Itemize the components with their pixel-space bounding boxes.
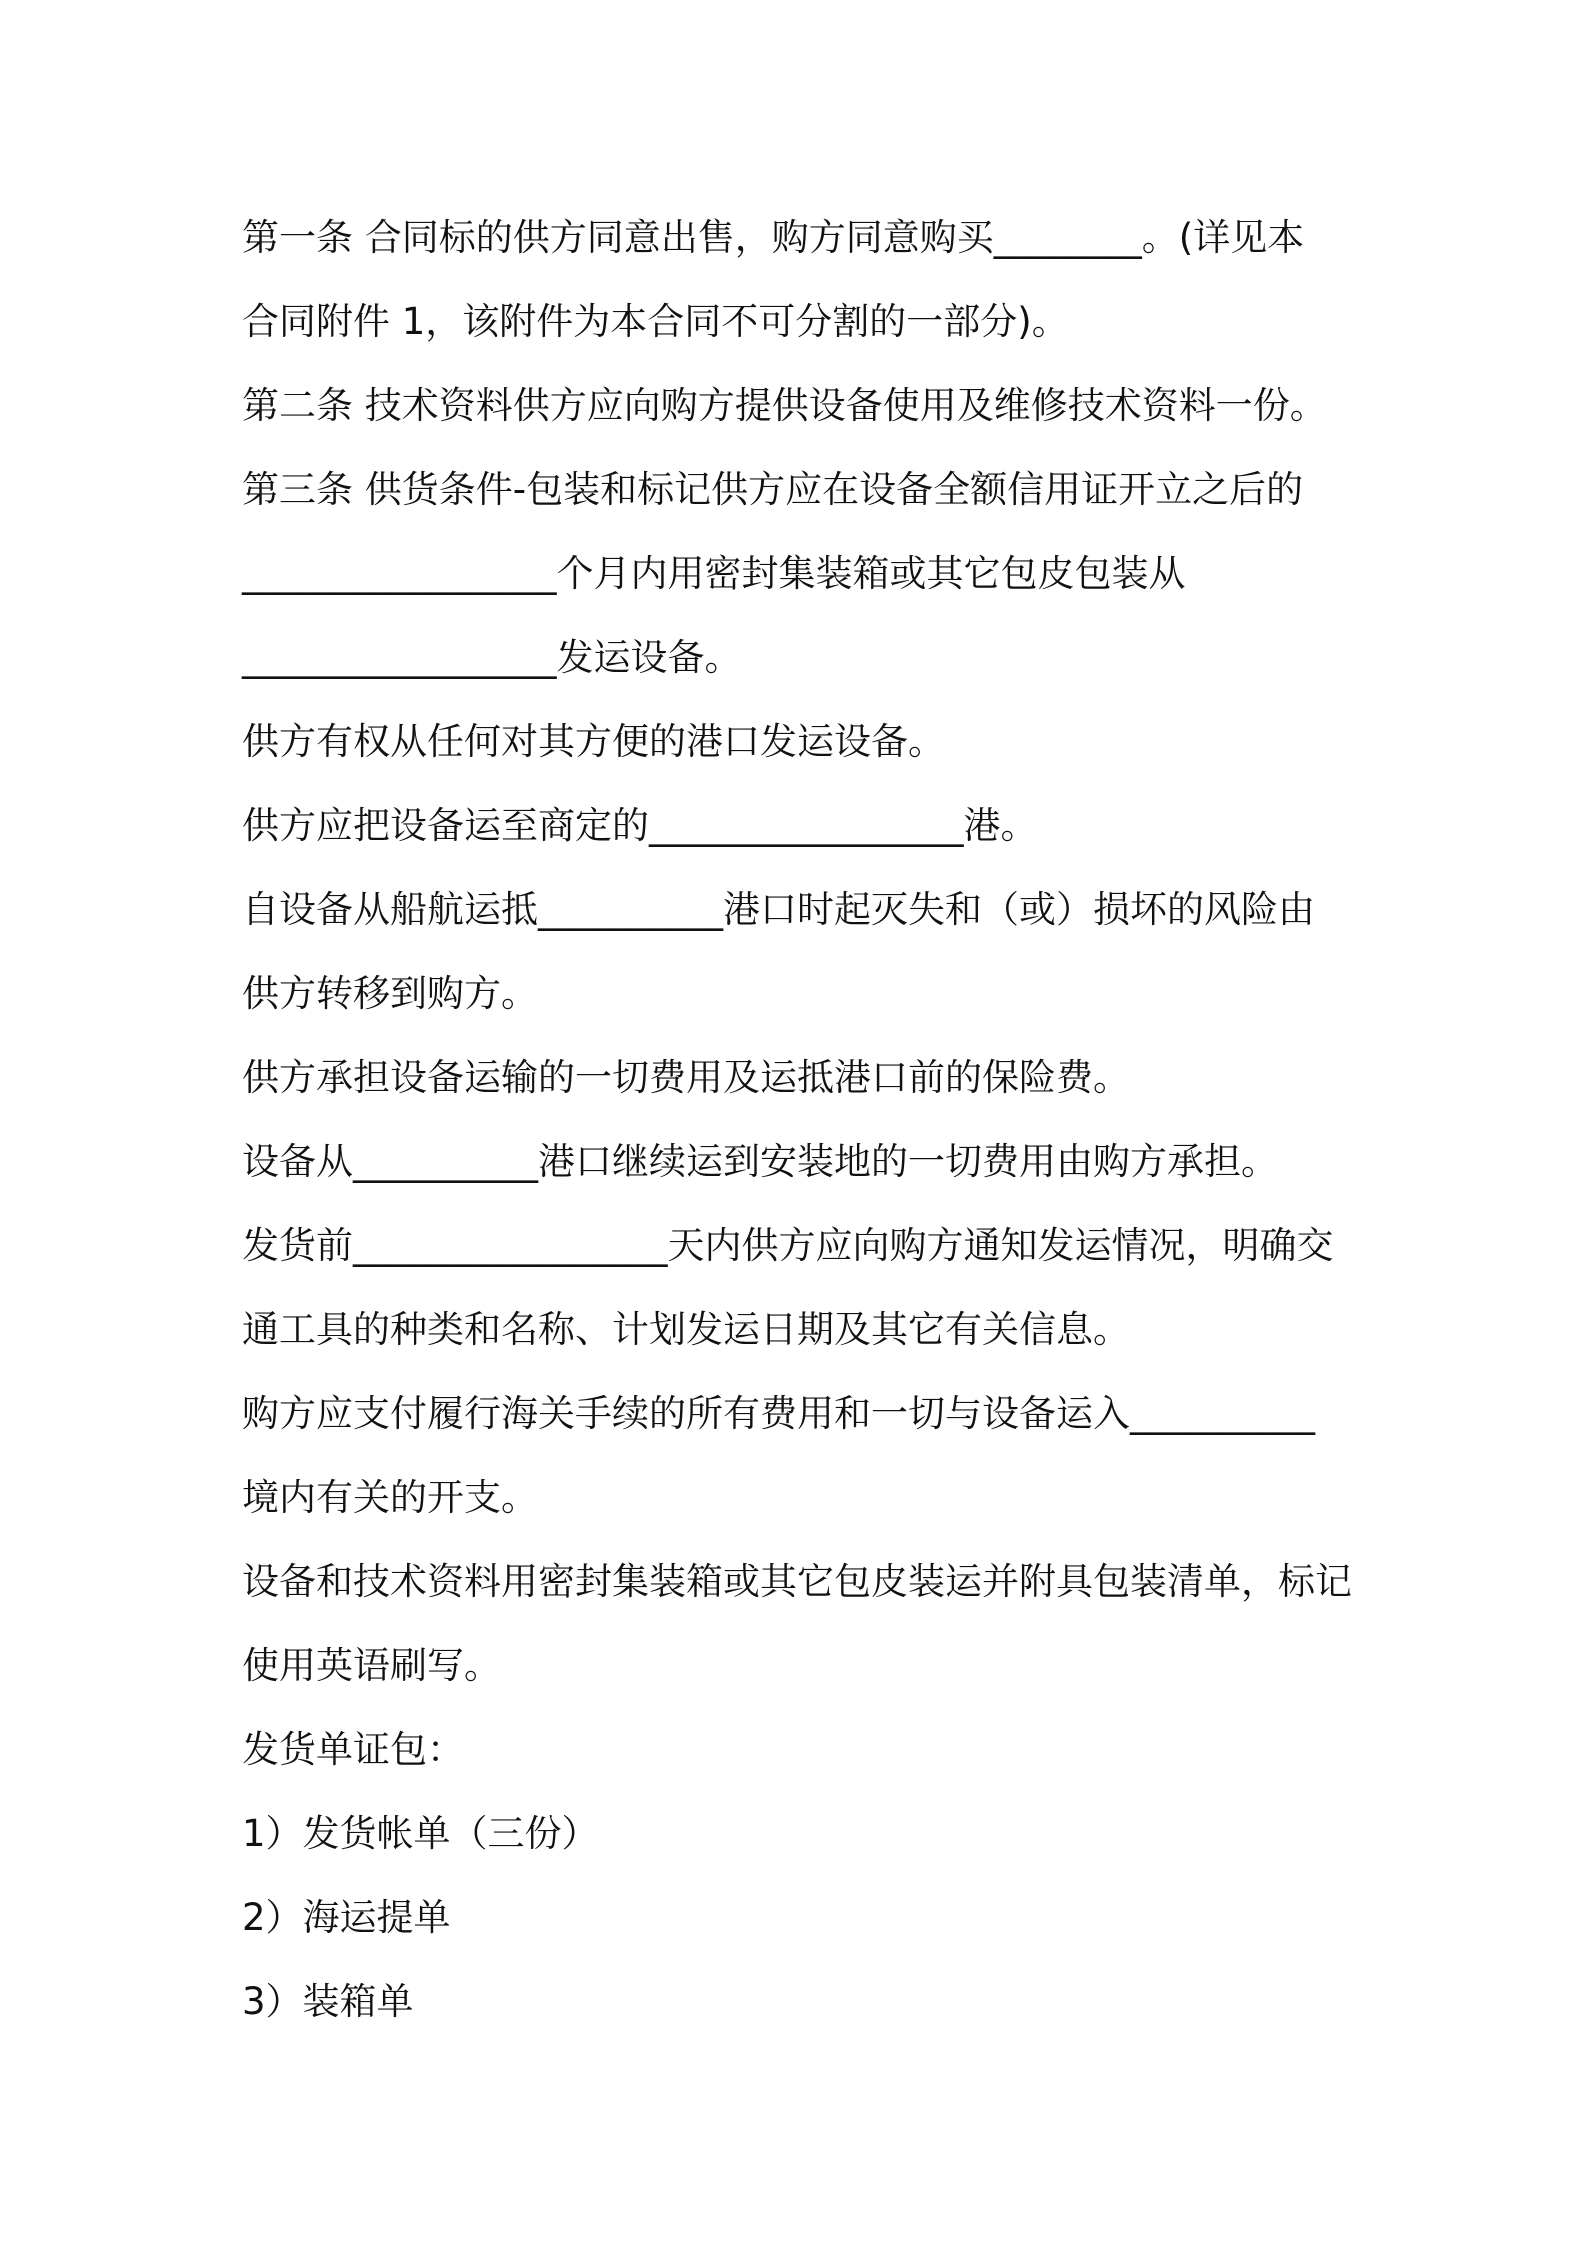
paragraph-destination-port: 供方应把设备运至商定的_________________港。 <box>242 804 1038 847</box>
article-3-line-1: 第三条 供货条件-包装和标记供方应在设备全额信用证开立之后的 <box>242 468 1304 511</box>
paragraph-risk-line-2: 供方转移到购方。 <box>242 972 538 1015</box>
paragraph-packing-line-2: 使用英语刷写。 <box>242 1644 501 1687</box>
article-3-line-2: _________________个月内用密封集装箱或其它包皮包装从 <box>242 552 1186 595</box>
paragraph-onward-costs: 设备从__________港口继续运到安装地的一切费用由购方承担。 <box>242 1140 1278 1183</box>
paragraph-port-right: 供方有权从任何对其方便的港口发运设备。 <box>242 720 945 763</box>
shipping-documents-heading: 发货单证包： <box>242 1728 464 1771</box>
paragraph-customs-line-2: 境内有关的开支。 <box>242 1476 538 1519</box>
paragraph-risk-line-1: 自设备从船航运抵__________港口时起灭失和（或）损坏的风险由 <box>242 888 1315 931</box>
paragraph-customs-line-1: 购方应支付履行海关手续的所有费用和一切与设备运入__________ <box>242 1392 1315 1435</box>
paragraph-packing-line-1: 设备和技术资料用密封集装箱或其它包皮装运并附具包装清单，标记 <box>242 1560 1352 1603</box>
article-1-line-2: 合同附件 1，该附件为本合同不可分割的一部分)。 <box>242 300 1069 343</box>
article-2-line: 第二条 技术资料供方应向购方提供设备使用及维修技术资料一份。 <box>242 384 1327 427</box>
paragraph-notice-line-1: 发货前_________________天内供方应向购方通知发运情况，明确交 <box>242 1224 1334 1267</box>
paragraph-shipping-costs: 供方承担设备运输的一切费用及运抵港口前的保险费。 <box>242 1056 1130 1099</box>
list-item-1: 1）发货帐单（三份） <box>242 1812 599 1855</box>
article-3-line-3: _________________发运设备。 <box>242 636 742 679</box>
article-1-line-1: 第一条 合同标的供方同意出售，购方同意购买________。(详见本 <box>242 216 1305 259</box>
list-item-2: 2）海运提单 <box>242 1896 451 1939</box>
document-body <box>242 196 1362 2044</box>
list-item-3: 3）装箱单 <box>242 1980 414 2023</box>
paragraph-notice-line-2: 通工具的种类和名称、计划发运日期及其它有关信息。 <box>242 1308 1130 1351</box>
